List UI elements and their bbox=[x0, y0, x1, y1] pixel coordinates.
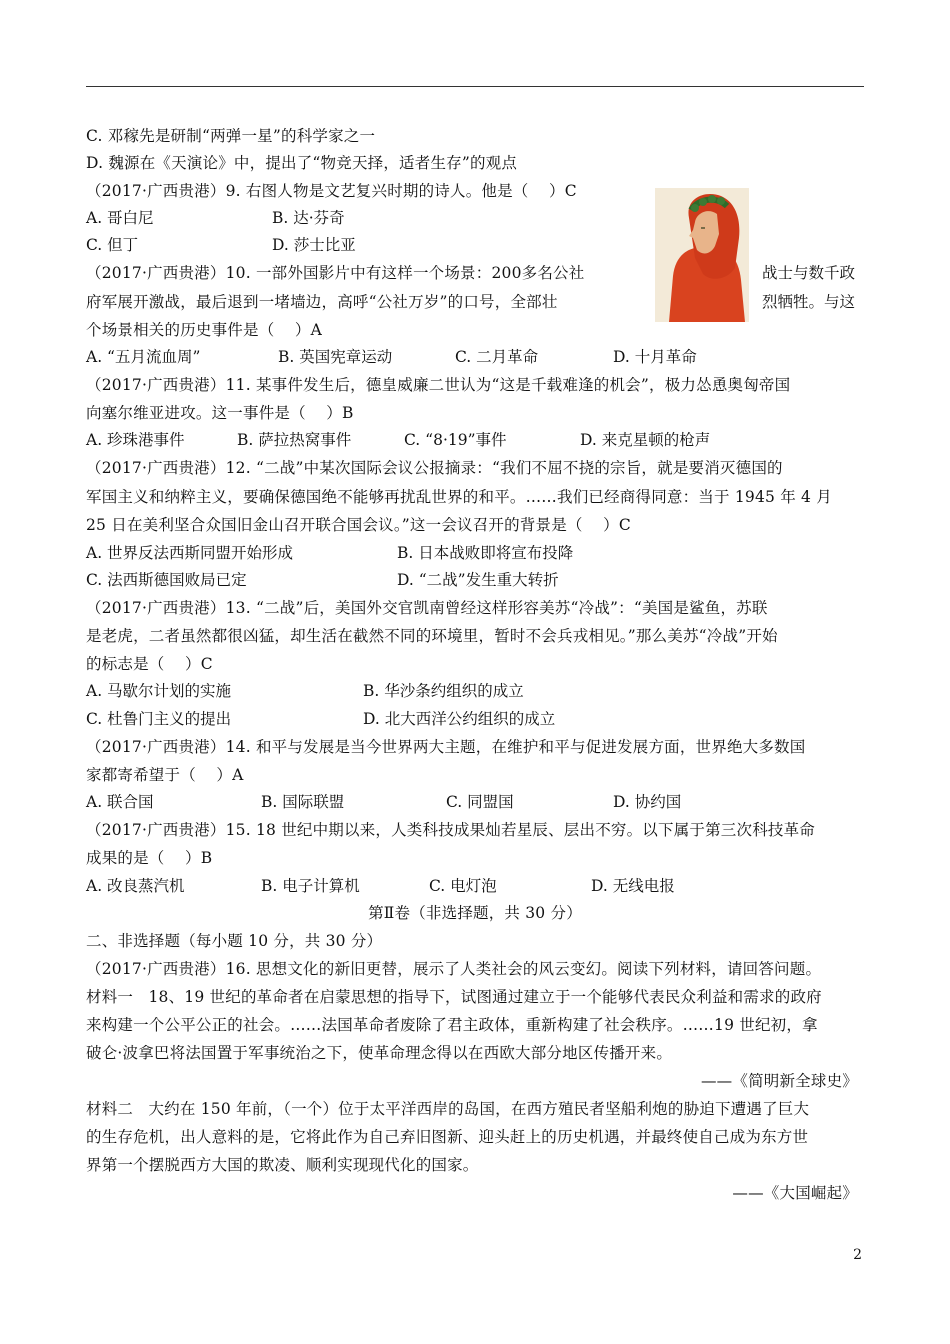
q14-option-d: D. 协约国 bbox=[613, 793, 682, 811]
q9-option-c: C. 但丁 bbox=[86, 236, 139, 254]
line-c-deng: C. 邓稼先是研制“两弹一星”的科学家之一 bbox=[86, 127, 376, 145]
q13-option-a: A. 马歇尔计划的实施 bbox=[86, 682, 232, 700]
q12-option-b: B. 日本战败即将宣布投降 bbox=[397, 544, 574, 562]
question-14-stem-2: 家都寄希望于（ ）A bbox=[86, 766, 244, 784]
material-1-source: ——《简明新全球史》 bbox=[700, 1072, 858, 1090]
question-10-stem-1: （2017·广西贵港）10. 一部外国影片中有这样一个场景：200多名公社 bbox=[86, 264, 585, 282]
q11-option-c: C. “8·19”事件 bbox=[404, 431, 507, 449]
q13-option-d: D. 北大西洋公约组织的成立 bbox=[363, 710, 556, 728]
q11-option-b: B. 萨拉热窝事件 bbox=[237, 431, 352, 449]
q15-option-a: A. 改良蒸汽机 bbox=[86, 877, 185, 895]
question-13-stem-2: 是老虎，二者虽然都很凶猛，却生活在截然不同的环境里，暂时不会兵戎相见。”那么美苏“冷战”开始 bbox=[86, 627, 778, 645]
question-10-stem-2: 府军展开激战，最后退到一堵墙边，高呼“公社万岁”的口号，全部壮 bbox=[86, 293, 558, 311]
q9-option-d: D. 莎士比亚 bbox=[272, 236, 356, 254]
question-13-stem-3: 的标志是（ ）C bbox=[86, 655, 213, 673]
q10-option-b: B. 英国宪章运动 bbox=[278, 348, 393, 366]
section-heading: 二、非选择题（每小题 10 分，共 30 分） bbox=[86, 932, 383, 950]
part-2-title: 第Ⅱ卷（非选择题，共 30 分） bbox=[368, 904, 582, 922]
q13-option-b: B. 华沙条约组织的成立 bbox=[363, 682, 524, 700]
question-10-stem-3: 个场景相关的历史事件是（ ）A bbox=[86, 321, 323, 339]
material-2-line-3: 界第一个摆脱西方大国的欺凌、顺利实现现代化的国家。 bbox=[86, 1156, 479, 1174]
question-16-stem: （2017·广西贵港）16. 思想文化的新旧更替，展示了人类社会的风云变幻。阅读下列材料，请回答问题。 bbox=[86, 960, 822, 978]
dante-portrait-image bbox=[655, 188, 749, 322]
q10-option-a: A. “五月流血周” bbox=[86, 348, 201, 366]
q14-option-a: A. 联合国 bbox=[86, 793, 154, 811]
question-15-stem-2: 成果的是（ ）B bbox=[86, 849, 213, 867]
question-11-stem-2: 向塞尔维亚进攻。这一事件是（ ）B bbox=[86, 404, 354, 422]
q10-option-c: C. 二月革命 bbox=[455, 348, 539, 366]
q13-option-c: C. 杜鲁门主义的提出 bbox=[86, 710, 232, 728]
page-number: 2 bbox=[853, 1247, 862, 1263]
material-2-line-1: 材料二 大约在 150 年前，（一个）位于太平洋西岸的岛国，在西方殖民者坚船利炮的胁迫下遭遇了巨大 bbox=[86, 1100, 810, 1118]
q15-option-c: C. 电灯泡 bbox=[429, 877, 497, 895]
q15-option-b: B. 电子计算机 bbox=[261, 877, 360, 895]
question-12-stem-1: （2017·广西贵港）12. “二战”中某次国际会议公报摘录：“我们不屈不挠的宗旨，就是要消灭德国的 bbox=[86, 459, 783, 477]
q14-option-c: C. 同盟国 bbox=[446, 793, 514, 811]
material-1-line-3: 破仑·波拿巴将法国置于军事统治之下，使革命理念得以在西欧大部分地区传播开来。 bbox=[86, 1044, 673, 1062]
question-11-stem-1: （2017·广西贵港）11. 某事件发生后，德皇威廉二世认为“这是千载难逢的机会”，极力怂恿奥匈帝国 bbox=[86, 376, 791, 394]
q9-option-b: B. 达·芬奇 bbox=[272, 209, 345, 227]
question-10-stem-2b: 烈牺牲。与这 bbox=[762, 293, 856, 311]
question-15-stem-1: （2017·广西贵港）15. 18 世纪中期以来，人类科技成果灿若星辰、层出不穷。以下属于第三次科技革命 bbox=[86, 821, 816, 839]
q14-option-b: B. 国际联盟 bbox=[261, 793, 345, 811]
question-14-stem-1: （2017·广西贵港）14. 和平与发展是当今世界两大主题，在维护和平与促进发展方面，世界绝大多数国 bbox=[86, 738, 806, 756]
q12-option-d: D. “二战”发生重大转折 bbox=[397, 571, 559, 589]
question-10-stem-1b: 战士与数千政 bbox=[762, 264, 856, 282]
q11-option-a: A. 珍珠港事件 bbox=[86, 431, 185, 449]
question-12-stem-3: 25 日在美利坚合众国旧金山召开联合国会议。”这一会议召开的背景是（ ）C bbox=[86, 516, 631, 534]
q10-option-d: D. 十月革命 bbox=[613, 348, 697, 366]
q12-option-c: C. 法西斯德国败局已定 bbox=[86, 571, 247, 589]
question-12-stem-2: 军国主义和纳粹主义，要确保德国绝不能够再扰乱世界的和平。……我们已经商得同意：当于 1945 年 4 月 bbox=[86, 488, 832, 506]
q12-option-a: A. 世界反法西斯同盟开始形成 bbox=[86, 544, 294, 562]
q15-option-d: D. 无线电报 bbox=[591, 877, 675, 895]
material-2-line-2: 的生存危机，出人意料的是，它将此作为自己弃旧图新、迎头赶上的历史机遇，并最终使自己成为东方世 bbox=[86, 1128, 809, 1146]
q9-option-a: A. 哥白尼 bbox=[86, 209, 154, 227]
q11-option-d: D. 来克星顿的枪声 bbox=[580, 431, 711, 449]
material-2-source: ——《大国崛起》 bbox=[732, 1184, 858, 1202]
material-1-line-1: 材料一 18、19 世纪的革命者在启蒙思想的指导下，试图通过建立于一个能够代表民众利益和需求的政府 bbox=[86, 988, 822, 1006]
header-rule bbox=[86, 86, 864, 87]
question-13-stem-1: （2017·广西贵港）13. “二战”后，美国外交官凯南曾经这样形容美苏“冷战”：“美国是鲨鱼，苏联 bbox=[86, 599, 768, 617]
question-9-stem: （2017·广西贵港）9. 右图人物是文艺复兴时期的诗人。他是（ ）C bbox=[86, 182, 577, 200]
material-1-line-2: 来构建一个公平公正的社会。……法国革命者废除了君主政体，重新构建了社会秩序。……19 世纪初，拿 bbox=[86, 1016, 818, 1034]
line-d-weiyuan: D. 魏源在《天演论》中，提出了“物竞天择，适者生存”的观点 bbox=[86, 154, 518, 172]
